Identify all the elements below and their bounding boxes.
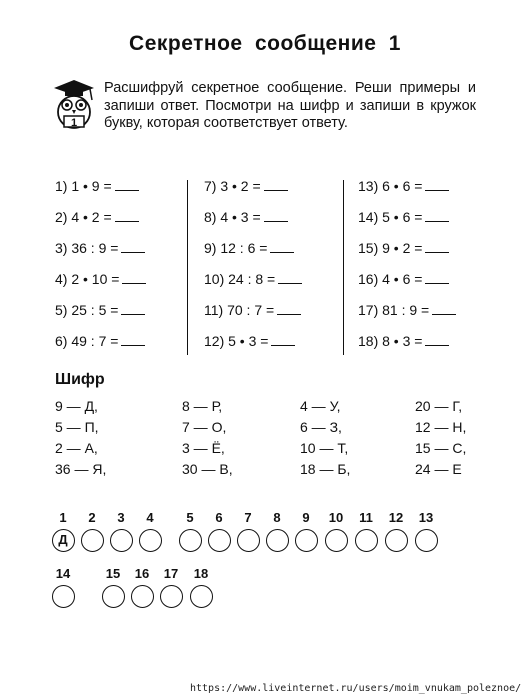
- exercise-column-2: [204, 176, 334, 362]
- answer-number: 9: [302, 510, 310, 525]
- exercise-item: [55, 238, 180, 269]
- answer-number: 13: [418, 510, 434, 525]
- answer-number: 11: [359, 510, 373, 525]
- exercise-item: [358, 238, 483, 269]
- answer-blank[interactable]: [121, 301, 145, 315]
- cipher-entry: 15 — С,: [415, 440, 467, 456]
- answer-number: 14: [55, 566, 71, 581]
- answer-number: 2: [88, 510, 96, 525]
- answer-blank[interactable]: [115, 177, 139, 191]
- exercise-text: 7) 3 • 2 =: [204, 178, 261, 194]
- answer-circle[interactable]: [295, 529, 318, 552]
- instruction-text: Расшифруй секретное сообщение. Реши примеры и запиши ответ. Посмотри на шифр и запиши в кружок букву, которая соответствует ответу.: [104, 80, 476, 131]
- cipher-entry: 20 — Г,: [415, 398, 463, 414]
- answer-circle[interactable]: [160, 585, 183, 608]
- answer-circle[interactable]: [102, 585, 125, 608]
- answer-blank[interactable]: [264, 208, 288, 222]
- answer-blank[interactable]: [264, 177, 288, 191]
- answer-circle[interactable]: [81, 529, 104, 552]
- answer-circle[interactable]: [385, 529, 408, 552]
- exercise-item: [204, 300, 334, 331]
- source-url: https://www.liveinternet.ru/users/moim_vnukam_poleznoe/: [190, 683, 522, 694]
- exercise-text: 1) 1 • 9 =: [55, 178, 112, 194]
- answer-number: 3: [117, 510, 125, 525]
- answer-blank[interactable]: [425, 270, 449, 284]
- answer-blank[interactable]: [432, 301, 456, 315]
- answer-number: 6: [215, 510, 223, 525]
- exercise-item: [204, 207, 334, 238]
- answer-circle[interactable]: [355, 529, 378, 552]
- exercise-text: 4) 2 • 10 =: [55, 271, 120, 287]
- answer-circle[interactable]: [325, 529, 348, 552]
- cipher-entry: 18 — Б,: [300, 461, 351, 477]
- cipher-entry: 3 — Ё,: [182, 440, 225, 456]
- answer-circle[interactable]: [52, 585, 75, 608]
- answer-number: 4: [146, 510, 154, 525]
- exercise-text: 18) 8 • 3 =: [358, 333, 423, 349]
- exercise-item: [204, 238, 334, 269]
- answer-blank[interactable]: [277, 301, 301, 315]
- answer-circle[interactable]: [131, 585, 154, 608]
- answer-blank[interactable]: [278, 270, 302, 284]
- exercise-item: [204, 176, 334, 207]
- column-divider: [187, 180, 188, 355]
- exercise-text: 6) 49 : 7 =: [55, 333, 119, 349]
- exercise-text: 8) 4 • 3 =: [204, 209, 261, 225]
- cipher-entry: 9 — Д,: [55, 398, 98, 414]
- answer-number: 16: [134, 566, 150, 581]
- cipher-entry: 10 — Т,: [300, 440, 349, 456]
- exercise-text: 11) 70 : 7 =: [204, 302, 275, 318]
- answer-numbers-row-2: [0, 566, 530, 584]
- page-title: Секретное сообщение 1: [129, 32, 401, 55]
- exercise-item: [55, 331, 180, 362]
- cipher-entry: 2 — А,: [55, 440, 98, 456]
- owl-badge-number: 1: [70, 117, 78, 129]
- exercise-item: [358, 331, 483, 362]
- answer-blank[interactable]: [425, 239, 449, 253]
- answer-blank[interactable]: [425, 332, 449, 346]
- column-divider: [343, 180, 344, 355]
- cipher-entry: 6 — З,: [300, 419, 342, 435]
- cipher-entry: 24 — Е: [415, 461, 462, 477]
- exercise-item: [358, 207, 483, 238]
- exercise-column-1: [55, 176, 180, 362]
- exercise-text: 16) 4 • 6 =: [358, 271, 423, 287]
- owl-graduation-cap-icon: [52, 78, 96, 130]
- exercise-text: 14) 5 • 6 =: [358, 209, 423, 225]
- exercise-item: [55, 300, 180, 331]
- exercise-text: 9) 12 : 6 =: [204, 240, 268, 256]
- answer-circle[interactable]: [208, 529, 231, 552]
- exercise-text: 10) 24 : 8 =: [204, 271, 276, 287]
- exercise-text: 15) 9 • 2 =: [358, 240, 423, 256]
- exercise-text: 13) 6 • 6 =: [358, 178, 423, 194]
- answer-circle[interactable]: [179, 529, 202, 552]
- answer-blank[interactable]: [425, 177, 449, 191]
- answer-blank[interactable]: [121, 239, 145, 253]
- exercise-item: [204, 269, 334, 300]
- answer-number: 17: [163, 566, 179, 581]
- exercise-text: 17) 81 : 9 =: [358, 302, 430, 318]
- exercise-item: [55, 269, 180, 300]
- answer-blank[interactable]: [270, 239, 294, 253]
- answer-circle[interactable]: [266, 529, 289, 552]
- answer-blank[interactable]: [425, 208, 449, 222]
- cipher-entry: 30 — В,: [182, 461, 233, 477]
- answer-number: 12: [388, 510, 404, 525]
- answer-numbers-row-1: [0, 510, 530, 528]
- cipher-entry: 12 — Н,: [415, 419, 467, 435]
- answer-number: 15: [105, 566, 121, 581]
- cipher-entry: 7 — О,: [182, 419, 227, 435]
- answer-circle[interactable]: [190, 585, 213, 608]
- exercise-item: [358, 300, 483, 331]
- answer-number: 8: [273, 510, 281, 525]
- answer-number: 7: [244, 510, 252, 525]
- answer-circle[interactable]: [139, 529, 162, 552]
- answer-number: 1: [59, 510, 67, 525]
- cipher-entry: 4 — У,: [300, 398, 341, 414]
- cipher-entry: 5 — П,: [55, 419, 99, 435]
- cipher-title: Шифр: [55, 371, 105, 388]
- answer-number: 10: [328, 510, 344, 525]
- cipher-key: [55, 398, 495, 478]
- exercise-text: 2) 4 • 2 =: [55, 209, 112, 225]
- exercise-item: [204, 331, 334, 362]
- exercise-item: [55, 207, 180, 238]
- exercise-item: [358, 176, 483, 207]
- exercise-text: 3) 36 : 9 =: [55, 240, 119, 256]
- answer-blank[interactable]: [121, 332, 145, 346]
- answer-circle[interactable]: [110, 529, 133, 552]
- answer-circle[interactable]: [415, 529, 438, 552]
- answer-number: 5: [186, 510, 194, 525]
- answer-blank[interactable]: [271, 332, 295, 346]
- answer-circle[interactable]: Д: [52, 529, 75, 552]
- exercise-text: 5) 25 : 5 =: [55, 302, 119, 318]
- answer-blank[interactable]: [122, 270, 146, 284]
- answer-number: 18: [193, 566, 209, 581]
- cipher-entry: 36 — Я,: [55, 461, 107, 477]
- cipher-entry: 8 — Р,: [182, 398, 223, 414]
- answer-circle[interactable]: [237, 529, 260, 552]
- exercise-item: [358, 269, 483, 300]
- answer-blank[interactable]: [115, 208, 139, 222]
- exercise-text: 12) 5 • 3 =: [204, 333, 269, 349]
- exercise-item: [55, 176, 180, 207]
- exercise-column-3: [358, 176, 483, 362]
